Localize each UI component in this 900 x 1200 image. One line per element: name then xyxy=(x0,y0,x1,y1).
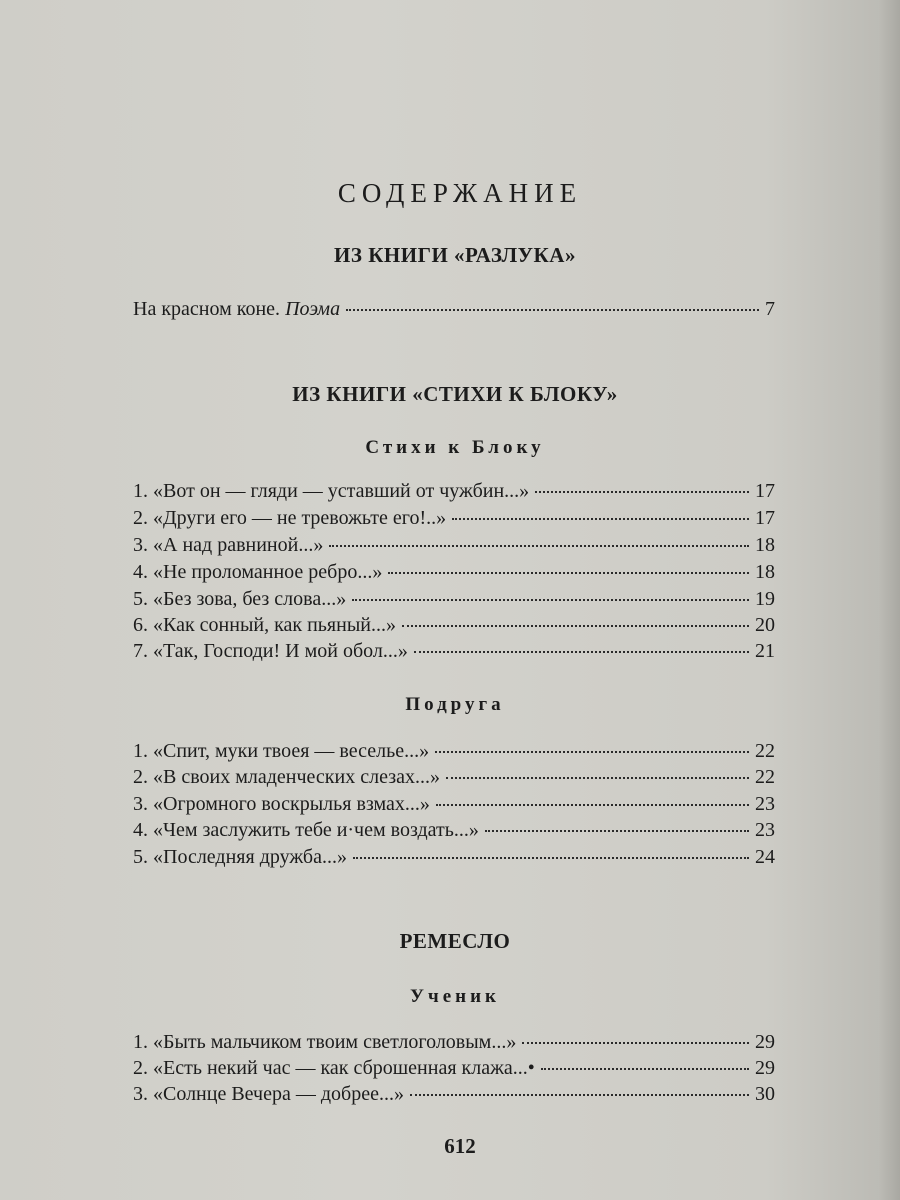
contents-heading: СОДЕРЖАНИЕ xyxy=(337,178,583,208)
toc-entry: 1. «Быть мальчиком твоим светлоголовым...» 29 xyxy=(133,1031,775,1053)
book-heading-stikhi-k-bloku: ИЗ КНИГИ «СТИХИ К БЛОКУ» xyxy=(292,382,618,406)
toc-entry: 1. «Вот он — гляди — уставший от чужбин...» 17 xyxy=(133,480,775,502)
book-heading-razluka: ИЗ КНИГИ «РАЗЛУКА» xyxy=(334,243,576,267)
group-heading-uchenik: Ученик xyxy=(410,986,500,1007)
leader-dots xyxy=(452,518,749,520)
leader-dots xyxy=(346,309,759,311)
leader-dots xyxy=(352,599,749,601)
leader-dots xyxy=(388,572,749,574)
leader-dots xyxy=(535,491,749,493)
toc-entry: 3. «Огромного воскрылья взмах...» 23 xyxy=(133,793,775,815)
toc-entry: 2. «Есть некий час — как сброшенная клажа...• 29 xyxy=(133,1057,775,1079)
leader-dots xyxy=(410,1094,749,1096)
entry-page: 7 xyxy=(765,298,775,320)
toc-entry: 3. «Солнце Вечера — добрее...» 30 xyxy=(133,1083,775,1105)
toc-entry: 2. «В своих младенческих слезах...» 22 xyxy=(133,766,775,788)
leader-dots xyxy=(414,651,749,653)
toc-entry xyxy=(133,298,775,324)
toc-entry: 6. «Как сонный, как пьяный...» 20 xyxy=(133,614,775,636)
toc-entry: 3. «А над равниной...» 18 xyxy=(133,534,775,556)
toc-entry: 1. «Спит, муки твоея — веселье...» 22 xyxy=(133,740,775,762)
toc-entry: 4. «Не проломанное ребро...» 18 xyxy=(133,561,775,583)
page-number: 612 xyxy=(444,1134,476,1158)
entry-title: На красном коне. xyxy=(133,298,281,320)
entry-subtitle: Поэма xyxy=(285,298,341,320)
book-heading-remeslo: РЕМЕСЛО xyxy=(399,929,511,953)
leader-dots xyxy=(353,857,749,859)
leader-dots xyxy=(446,777,749,779)
toc-entry: 7. «Так, Господи! И мой обол...» 21 xyxy=(133,640,775,662)
leader-dots xyxy=(522,1042,749,1044)
leader-dots xyxy=(541,1068,749,1070)
leader-dots xyxy=(436,804,749,806)
leader-dots xyxy=(485,830,749,832)
toc-entry: 5. «Без зова, без слова...» 19 xyxy=(133,588,775,610)
leader-dots xyxy=(329,545,749,547)
leader-dots xyxy=(435,751,749,753)
group-heading-stikhi-k-bloku: Стихи к Блоку xyxy=(365,437,545,458)
group-heading-podruga: Подруга xyxy=(405,694,505,715)
toc-entry: 4. «Чем заслужить тебе и·чем воздать...» 23 xyxy=(133,819,775,841)
leader-dots xyxy=(402,625,749,627)
toc-entry: 5. «Последняя дружба...» 24 xyxy=(133,846,775,868)
toc-entry: 2. «Други его — не тревожьте его!..» 17 xyxy=(133,507,775,529)
